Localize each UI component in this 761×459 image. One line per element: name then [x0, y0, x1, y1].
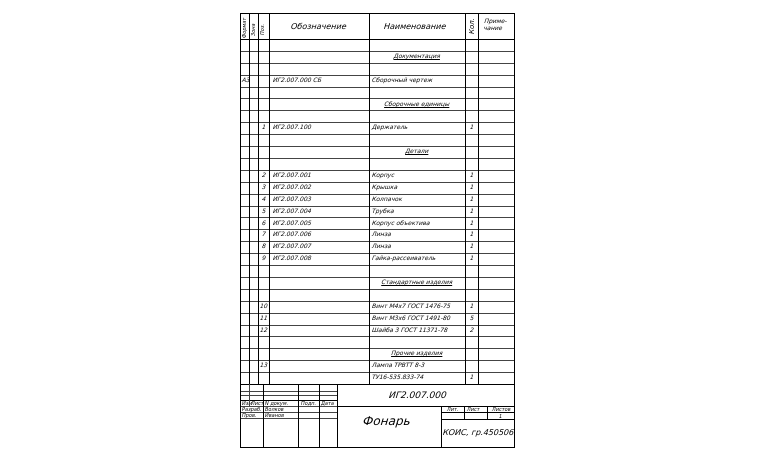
row-qty: 1 [469, 255, 475, 263]
row-pos: 2 [261, 171, 267, 179]
col-sign: Подп. [301, 401, 317, 407]
table-row [241, 301, 514, 313]
table-row [241, 229, 514, 241]
row-name: ТУ16-535.833-74 [371, 374, 425, 382]
table-row [241, 170, 514, 182]
header-note: Приме-чание [483, 18, 508, 32]
row-designation: ИГ2.007.100 [272, 124, 312, 132]
section-title: Стандартные изделия [381, 279, 453, 286]
row-qty: 1 [469, 171, 475, 179]
row-pos: 3 [261, 183, 267, 191]
table-row [241, 372, 514, 384]
row-designation: ИГ2.007.002 [272, 183, 312, 191]
header-qty: Кол. [468, 18, 476, 34]
row-qty: 1 [469, 243, 475, 251]
org-name: КОИС, гр.450506 [442, 428, 515, 437]
table-row [241, 146, 514, 158]
table-row [241, 253, 514, 265]
row-name: Сборочный чертеж [371, 76, 434, 84]
row-designation: ИГ2.007.006 [272, 231, 312, 239]
row-pos: 4 [261, 195, 267, 203]
table-row [241, 325, 514, 337]
checker-name: Иванов [265, 413, 285, 419]
row-designation: ИГ2.007.003 [272, 195, 312, 203]
header-pos: Поз. [260, 23, 266, 35]
row-name: Корпус [371, 171, 395, 179]
specification-sheet [240, 13, 515, 448]
row-qty: 1 [469, 183, 475, 191]
row-designation: ИГ2.007.007 [272, 243, 312, 251]
table-row [241, 360, 514, 372]
section-title: Документация [393, 52, 441, 60]
table-row [241, 241, 514, 253]
table-row [241, 337, 514, 349]
table-row [241, 218, 514, 230]
row-designation: ИГ2.007.004 [272, 207, 312, 215]
row-name: Линза [371, 231, 392, 239]
row-qty: 5 [469, 314, 475, 322]
table-row [241, 51, 514, 63]
row-qty: 1 [469, 374, 475, 382]
table-row [241, 63, 514, 75]
sheet-value: 1 [499, 414, 503, 420]
row-pos: 10 [259, 302, 269, 310]
row-name: Винт М4х7 ГОСТ 1476-75 [371, 302, 451, 310]
row-designation: ИГ2.007.000 СБ [272, 76, 322, 84]
row-qty: 1 [469, 207, 475, 215]
header-designation: Обозначение [290, 22, 347, 31]
row-name: Гайка-рассеиватель [371, 255, 437, 263]
row-qty: 1 [469, 231, 475, 239]
row-designation: ИГ2.007.001 [272, 171, 312, 179]
row-pos: 6 [261, 219, 267, 227]
col-sheet-small: Лист [251, 401, 264, 407]
checked-label: Пров. [242, 413, 257, 419]
table-row [241, 39, 514, 51]
row-name: Корпус объектива [371, 219, 431, 227]
table-row [241, 182, 514, 194]
row-name: Шайба 3 ГОСТ 11371-78 [371, 326, 449, 334]
header-zone: Зона [251, 23, 257, 36]
row-qty: 1 [469, 219, 475, 227]
row-qty: 2 [469, 326, 475, 334]
table-row [241, 206, 514, 218]
table-row [241, 313, 514, 325]
row-pos: 13 [259, 362, 269, 370]
col-doc-no: N докум. [265, 401, 289, 407]
row-pos: 7 [261, 231, 267, 239]
developer-name: Волков [265, 407, 284, 413]
table-row [241, 277, 514, 289]
row-name: Трубка [371, 207, 395, 215]
row-qty: 1 [469, 302, 475, 310]
doc-title: Фонарь [362, 414, 412, 428]
table-row [241, 194, 514, 206]
row-name: Колпачок [371, 195, 403, 203]
row-name: Лампа ТРВТТ 8-3 [371, 362, 426, 370]
section-title: Сборочные единицы [384, 100, 451, 108]
row-pos: 9 [261, 255, 267, 263]
row-designation: ИГ2.007.005 [272, 219, 312, 227]
row-name: Держатель [371, 124, 409, 132]
table-row [241, 99, 514, 111]
table-row [241, 158, 514, 170]
sheets-label: Листов [492, 407, 511, 413]
row-pos: 8 [261, 243, 267, 251]
row-pos: 1 [261, 124, 267, 132]
row-name: Винт М3х6 ГОСТ 1491-80 [371, 314, 451, 322]
developed-label: Разраб. [242, 407, 262, 413]
row-designation: ИГ2.007.008 [272, 255, 312, 263]
row-pos: 11 [259, 314, 269, 322]
sheet-label: Лист [467, 407, 480, 413]
section-title: Прочие изделия [391, 350, 444, 358]
row-pos: 12 [259, 326, 269, 334]
table-row [241, 122, 514, 134]
row-name: Крышка [371, 183, 399, 191]
table-row [241, 110, 514, 122]
header-name: Наименование [383, 22, 447, 31]
col-date: Дата [321, 401, 334, 407]
table-row [241, 348, 514, 360]
section-title: Детали [405, 148, 430, 156]
lit-label: Лит. [447, 407, 459, 413]
table-row [241, 289, 514, 301]
row-qty: 1 [469, 124, 475, 132]
doc-code: ИГ2.007.000 [388, 391, 448, 401]
row-qty: 1 [469, 195, 475, 203]
row-format: А3 [241, 76, 251, 84]
table-row [241, 265, 514, 277]
col-change: Изм [242, 401, 253, 407]
header-format: Формат [242, 17, 248, 38]
table-row [241, 87, 514, 99]
row-name: Линза [371, 243, 392, 251]
table-row [241, 75, 514, 87]
row-pos: 5 [261, 207, 267, 215]
table-row [241, 134, 514, 146]
